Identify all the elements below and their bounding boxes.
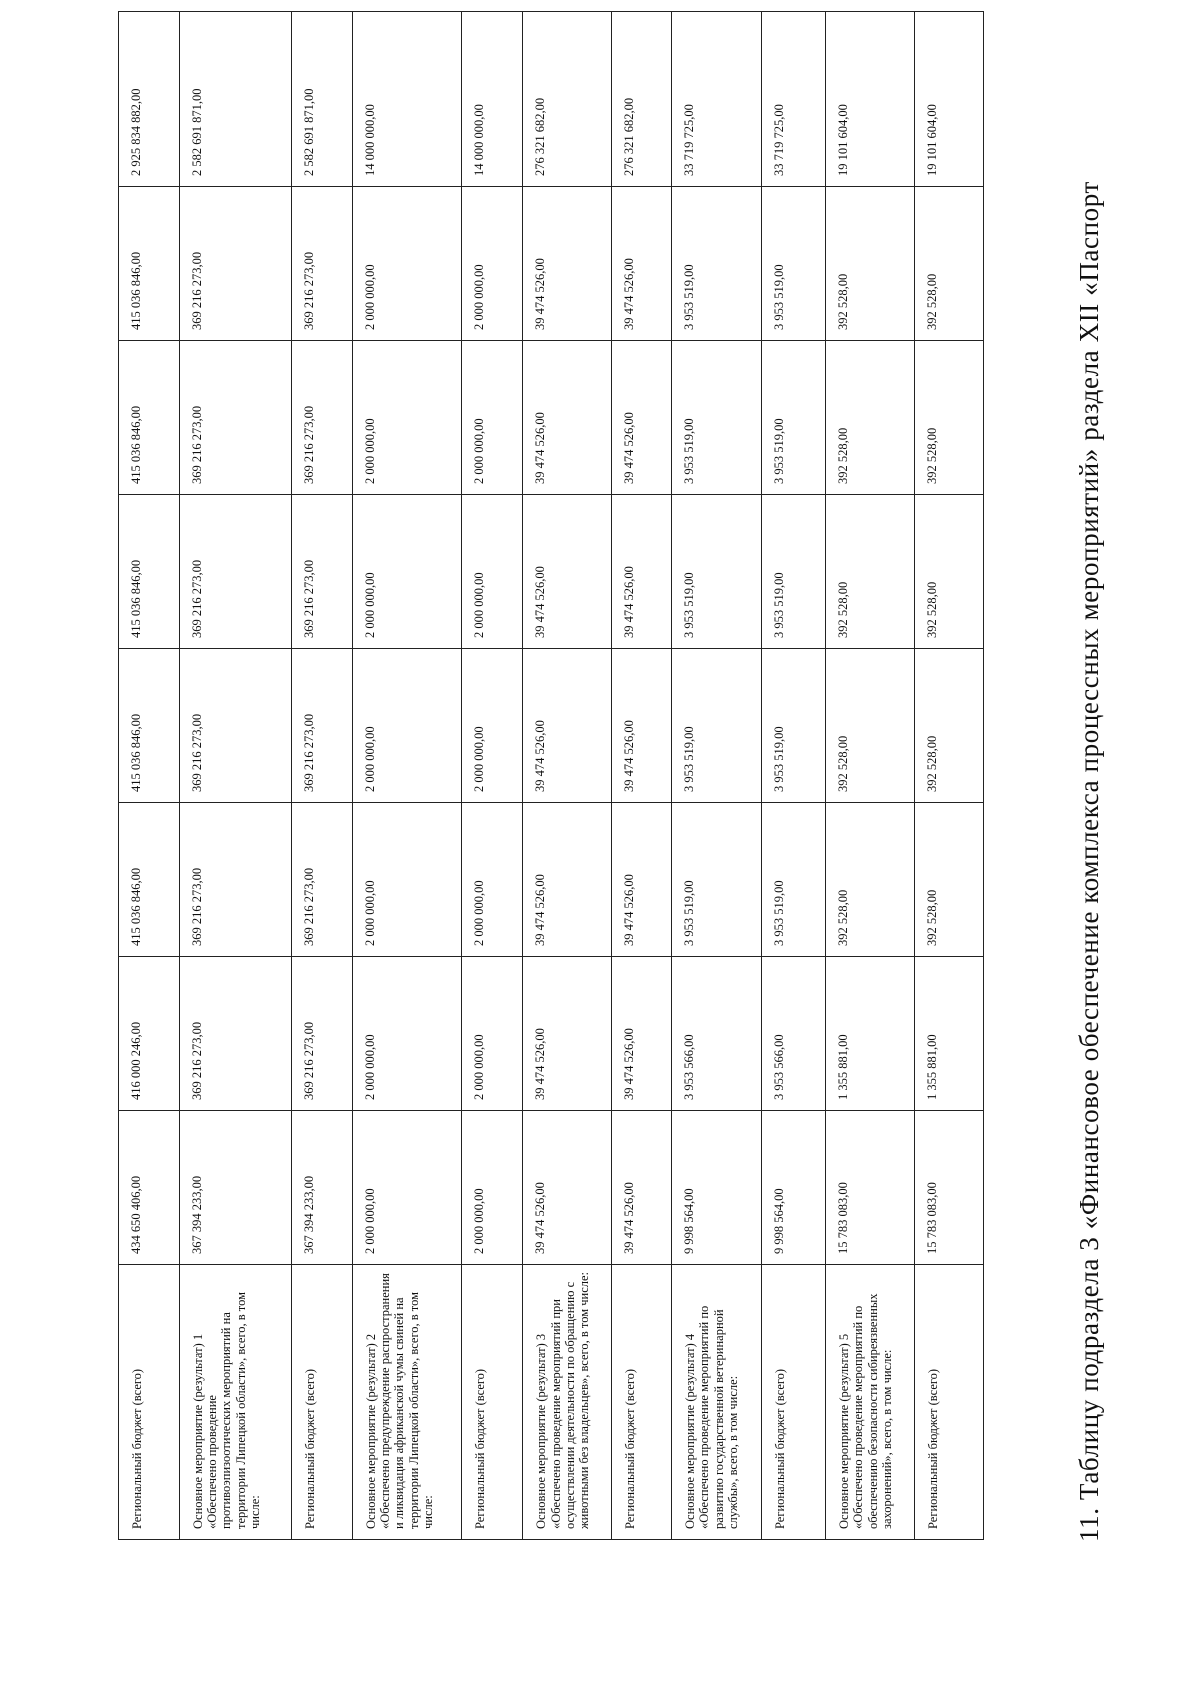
row-label: Региональный бюджет (всего) [462, 1265, 523, 1540]
value-cell: 2 000 000,00 [352, 649, 462, 803]
value-cell: 3 953 519,00 [761, 495, 825, 649]
value-cell: 369 216 273,00 [179, 187, 291, 341]
value-cell: 1 355 881,00 [914, 957, 983, 1111]
value-cell: 3 953 519,00 [671, 803, 761, 957]
total-cell: 276 321 682,00 [523, 12, 612, 187]
value-cell: 367 394 233,00 [291, 1111, 352, 1265]
value-cell: 3 953 566,00 [761, 957, 825, 1111]
value-cell: 2 000 000,00 [352, 803, 462, 957]
value-cell: 434 650 406,00 [119, 1111, 180, 1265]
value-cell: 39 474 526,00 [523, 957, 612, 1111]
financing-table [118, 11, 984, 1540]
row-label: Региональный бюджет (всего) [761, 1265, 825, 1540]
value-cell: 392 528,00 [825, 649, 914, 803]
value-cell: 2 000 000,00 [462, 495, 523, 649]
total-cell: 2 582 691 871,00 [291, 12, 352, 187]
value-cell: 392 528,00 [825, 187, 914, 341]
value-cell: 369 216 273,00 [291, 803, 352, 957]
value-cell: 369 216 273,00 [291, 341, 352, 495]
value-cell: 39 474 526,00 [612, 649, 672, 803]
value-cell: 2 000 000,00 [352, 957, 462, 1111]
table-body [119, 12, 984, 1540]
value-cell: 3 953 519,00 [761, 187, 825, 341]
table-row [291, 12, 352, 1540]
row-label: Основное мероприятие (результат) 1 «Обеспечено проведение противоэпизоотических мероприятий на территории Липецкой области», всего, в том числе: [179, 1265, 291, 1540]
value-cell: 39 474 526,00 [612, 341, 672, 495]
value-cell: 39 474 526,00 [612, 1111, 672, 1265]
total-cell: 14 000 000,00 [352, 12, 462, 187]
table-row [612, 12, 672, 1540]
value-cell: 392 528,00 [825, 341, 914, 495]
value-cell: 39 474 526,00 [523, 341, 612, 495]
value-cell: 369 216 273,00 [291, 649, 352, 803]
total-cell: 33 719 725,00 [671, 12, 761, 187]
value-cell: 1 355 881,00 [825, 957, 914, 1111]
value-cell: 3 953 519,00 [671, 341, 761, 495]
value-cell: 15 783 083,00 [825, 1111, 914, 1265]
value-cell: 39 474 526,00 [523, 187, 612, 341]
value-cell: 39 474 526,00 [612, 803, 672, 957]
value-cell: 392 528,00 [914, 341, 983, 495]
value-cell: 39 474 526,00 [523, 803, 612, 957]
value-cell: 39 474 526,00 [612, 957, 672, 1111]
value-cell: 369 216 273,00 [291, 495, 352, 649]
table-row [825, 12, 914, 1540]
total-cell: 19 101 604,00 [914, 12, 983, 187]
total-cell: 276 321 682,00 [612, 12, 672, 187]
total-cell: 2 582 691 871,00 [179, 12, 291, 187]
table-row [462, 12, 523, 1540]
row-label: Региональный бюджет (всего) [291, 1265, 352, 1540]
value-cell: 369 216 273,00 [179, 957, 291, 1111]
value-cell: 392 528,00 [914, 803, 983, 957]
table-row [914, 12, 983, 1540]
value-cell: 415 036 846,00 [119, 649, 180, 803]
value-cell: 3 953 519,00 [671, 495, 761, 649]
value-cell: 392 528,00 [825, 495, 914, 649]
value-cell: 369 216 273,00 [291, 957, 352, 1111]
value-cell: 2 000 000,00 [352, 341, 462, 495]
value-cell: 369 216 273,00 [179, 649, 291, 803]
value-cell: 15 783 083,00 [914, 1111, 983, 1265]
value-cell: 392 528,00 [914, 649, 983, 803]
total-cell: 14 000 000,00 [462, 12, 523, 187]
value-cell: 3 953 566,00 [671, 957, 761, 1111]
value-cell: 367 394 233,00 [179, 1111, 291, 1265]
value-cell: 39 474 526,00 [612, 495, 672, 649]
value-cell: 3 953 519,00 [761, 803, 825, 957]
value-cell: 2 000 000,00 [462, 957, 523, 1111]
page-caption: 11. Таблицу подраздела 3 «Финансовое обеспечение комплекса процессных мероприятий» раздела XII «Паспорт [1074, 181, 1104, 1542]
value-cell: 2 000 000,00 [462, 341, 523, 495]
total-cell: 19 101 604,00 [825, 12, 914, 187]
value-cell: 9 998 564,00 [671, 1111, 761, 1265]
table-row [352, 12, 462, 1540]
value-cell: 39 474 526,00 [612, 187, 672, 341]
value-cell: 2 000 000,00 [352, 187, 462, 341]
value-cell: 3 953 519,00 [671, 187, 761, 341]
row-label: Региональный бюджет (всего) [119, 1265, 180, 1540]
value-cell: 392 528,00 [914, 187, 983, 341]
value-cell: 415 036 846,00 [119, 187, 180, 341]
row-label: Основное мероприятие (результат) 5 «Обеспечено проведение мероприятий по обеспечению безопасности сибиреязвенных захоронений», всего, в том числе: [825, 1265, 914, 1540]
value-cell: 415 036 846,00 [119, 803, 180, 957]
value-cell: 3 953 519,00 [761, 341, 825, 495]
table-row [179, 12, 291, 1540]
row-label: Основное мероприятие (результат) 4 «Обеспечено проведение мероприятий по развитию государственной ветеринарной службы», всего, в том числе: [671, 1265, 761, 1540]
table-row [523, 12, 612, 1540]
value-cell: 392 528,00 [825, 803, 914, 957]
value-cell: 2 000 000,00 [462, 803, 523, 957]
value-cell: 9 998 564,00 [761, 1111, 825, 1265]
value-cell: 3 953 519,00 [671, 649, 761, 803]
row-label: Основное мероприятие (результат) 2 «Обеспечено предупреждение распространения и ликвидация африканской чумы свиней на территории Липецкой области», всего, в том числе: [352, 1265, 462, 1540]
value-cell: 2 000 000,00 [462, 1111, 523, 1265]
value-cell: 369 216 273,00 [291, 187, 352, 341]
value-cell: 3 953 519,00 [761, 649, 825, 803]
value-cell: 392 528,00 [914, 495, 983, 649]
value-cell: 369 216 273,00 [179, 341, 291, 495]
total-cell: 33 719 725,00 [761, 12, 825, 187]
table-row [761, 12, 825, 1540]
value-cell: 415 036 846,00 [119, 495, 180, 649]
row-label: Основное мероприятие (результат) 3 «Обеспечено проведение мероприятий при осуществлении деятельности по обращению с животными без владельцев», всего, в том числе: [523, 1265, 612, 1540]
value-cell: 369 216 273,00 [179, 495, 291, 649]
value-cell: 2 000 000,00 [462, 187, 523, 341]
value-cell: 415 036 846,00 [119, 341, 180, 495]
value-cell: 2 000 000,00 [352, 495, 462, 649]
value-cell: 2 000 000,00 [462, 649, 523, 803]
total-cell: 2 925 834 882,00 [119, 12, 180, 187]
row-label: Региональный бюджет (всего) [612, 1265, 672, 1540]
value-cell: 369 216 273,00 [179, 803, 291, 957]
value-cell: 39 474 526,00 [523, 1111, 612, 1265]
value-cell: 2 000 000,00 [352, 1111, 462, 1265]
value-cell: 39 474 526,00 [523, 649, 612, 803]
table-row [671, 12, 761, 1540]
row-label: Региональный бюджет (всего) [914, 1265, 983, 1540]
value-cell: 416 000 246,00 [119, 957, 180, 1111]
value-cell: 39 474 526,00 [523, 495, 612, 649]
table-row [119, 12, 180, 1540]
rotated-page [0, 12, 1200, 1662]
